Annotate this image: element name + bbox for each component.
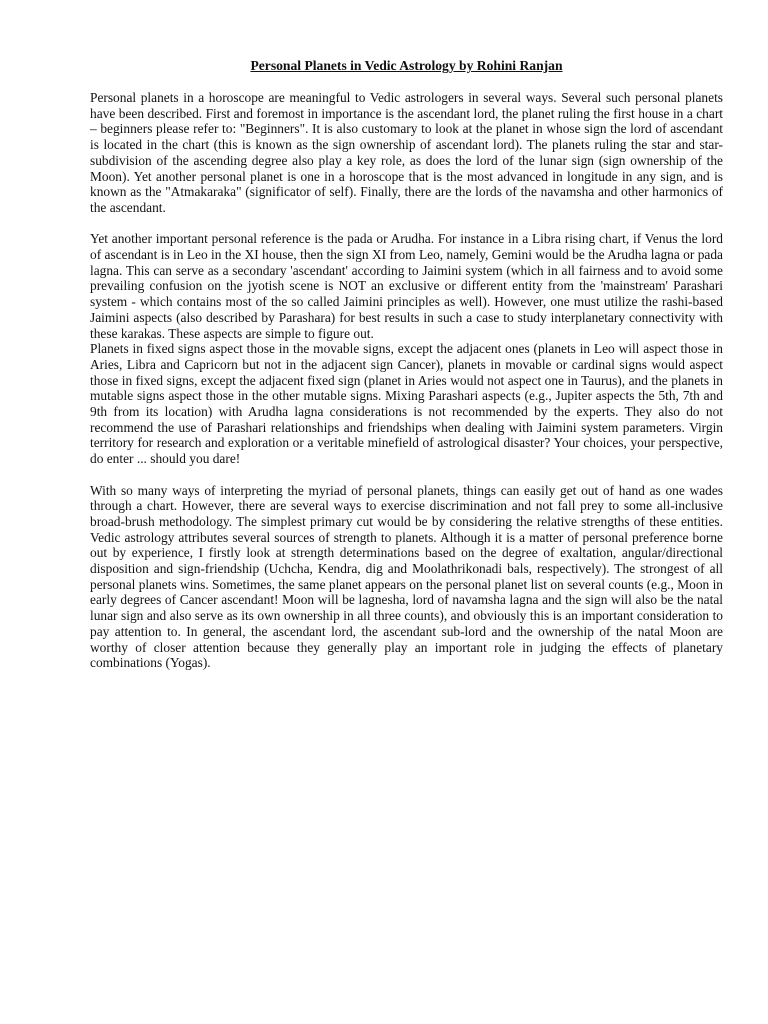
document-page (90, 58, 723, 671)
document-title: Personal Planets in Vedic Astrology by Rohini Ranjan (250, 58, 563, 73)
paragraph-personal-planets: Personal planets in a horoscope are meaningful to Vedic astrologers in several ways. Several such personal planets have been described. First and foremost in importance is the ascendant lord, the planet ruling the first house in a chart – beginners please refer to: "Beginners". It is also customary to look at the planet in whose sign the lord of ascendant is located in the chart (this is known as the sign ownership of ascendant lord). The planets ruling the star and star-subdivision of the ascending degree also play a key role, as does the lord of the lunar sign (sign ownership of the Moon). Yet another personal planet is one in a horoscope that is the most advanced in longitude in any sign, and is known as the "Atmakaraka" (significator of self). Finally, there are the lords of the navamsha and other harmonics of the ascendant. (90, 90, 723, 215)
paragraph-aspects: Planets in fixed signs aspect those in the movable signs, except the adjacent ones (planets in Leo will aspect those in Aries, Libra and Capricorn but not in the adjacent sign Cancer), planets in movable or cardinal signs would aspect those in fixed signs, except the adjacent fixed sign (planet in Aries would not aspect one in Taurus), and the planets in mutable signs aspect those in the other mutable signs. Mixing Parashari aspects (e.g., Jupiter aspects the 5th, 7th and 9th from its location) with Arudha lagna considerations is not recommended by the experts. They also do not recommend the use of Parashari relationships and friendships when dealing with Jaimini system parameters. Virgin territory for research and exploration or a veritable minefield of astrological disaster? Your choices, your perspective, do enter ... should you dare! (90, 341, 723, 467)
paragraph-arudha: Yet another important personal reference is the pada or Arudha. For instance in a Libra rising chart, if Venus the lord of ascendant is in Leo in the XI house, then the sign XI from Leo, namely, Gemini would be the Arudha lagna or pada lagna. This can serve as a secondary 'ascendant' according to Jaimini system (which in all fairness and to avoid some prevailing confusion on the jyotish scene is NOT an exclusive or different entity from the 'mainstream' Parashari system - which contains most of the so called Jaimini principles as well). However, one must utilize the rashi-based Jaimini aspects (also described by Parashara) for best results in such a case to study interplanetary connectivity with these karakas. These aspects are simple to figure out. (90, 231, 723, 341)
paragraph-strengths: With so many ways of interpreting the myriad of personal planets, things can easily get out of hand as one wades through a chart. However, there are several ways to exercise discrimination and not fall prey to some all-inclusive broad-brush methodology. The simplest primary cut would be by considering the relative strengths of these entities. Vedic astrology attributes several sources of strength to planets. Although it is a matter of personal preference borne out by experience, I firstly look at strength determinations based on the degree of exaltation, angular/directional disposition and sign-friendship (Uchcha, Kendra, dig and Moolathrikonadi bals, respectively). The strongest of all personal planets wins. Sometimes, the same planet appears on the personal planet list on several counts (e.g., Moon in early degrees of Cancer ascendant! Moon will be lagnesha, lord of navamsha lagna and the sign will also be the natal lunar sign and also serve as its own ownership in all three counts), and obviously this is an important consideration to pay attention to. In general, the ascendant lord, the ascendant sub-lord and the ownership of the natal Moon are worthy of closer attention because they generally play an important role in judging the effects of planetary combinations (Yogas). (90, 482, 723, 671)
